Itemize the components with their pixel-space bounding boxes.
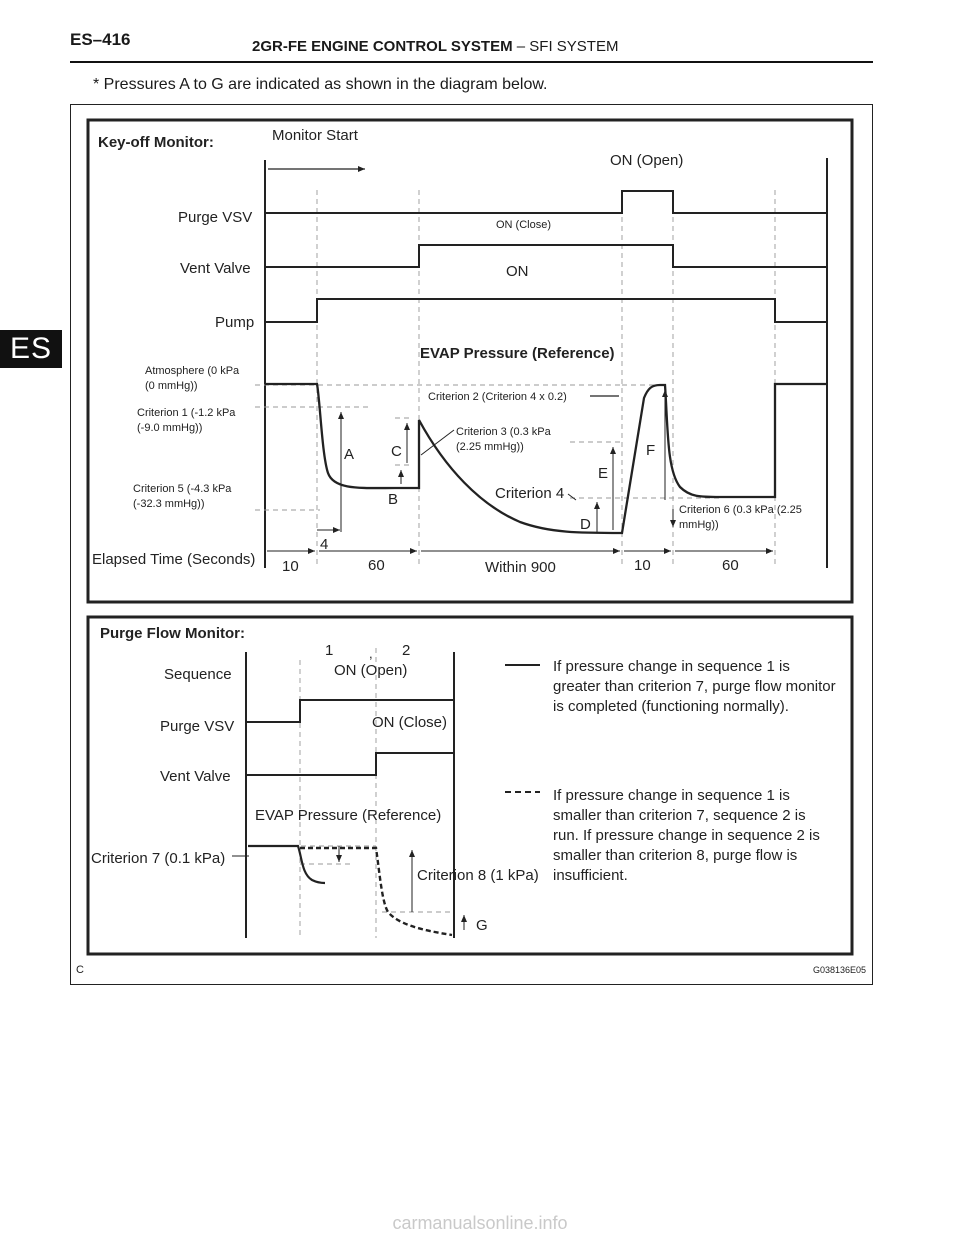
pressure-e-label: E — [598, 465, 609, 482]
legend-dashed-line3: run. If pressure change in sequence 2 is — [553, 827, 820, 844]
purge-flow-monitor-panel — [88, 617, 852, 954]
time-900-label: Within 900 — [485, 559, 556, 576]
criterion5-label-line2: (-32.3 mmHg)) — [133, 498, 205, 510]
criterion6-label-line1: Criterion 6 (0.3 kPa (2.25 — [679, 504, 802, 516]
sequence-separator: , — [369, 646, 373, 661]
criterion4-leader — [568, 494, 576, 500]
keyoff-monitor-panel — [88, 120, 852, 602]
section-title-separator: – — [512, 38, 530, 55]
time-60b-label: 60 — [722, 557, 739, 574]
pressure-b-label: B — [388, 491, 399, 508]
time-10a-label: 10 — [282, 558, 299, 575]
time-4-label: 4 — [320, 536, 329, 553]
keyoff-title: Key-off Monitor: — [98, 134, 214, 151]
section-tab: ES — [0, 330, 62, 368]
legend-solid-line3: is completed (functioning normally). — [553, 698, 789, 715]
criterion3-label-line1: Criterion 3 (0.3 kPa — [456, 426, 551, 438]
criterion8-label: Criterion 8 (1 kPa) — [417, 867, 539, 884]
criterion6-label-line2: mmHg)) — [679, 519, 719, 531]
watermark: carmanualsonline.info — [392, 1213, 568, 1233]
pressure-a-label: A — [344, 446, 355, 463]
sequence-1-label: 1 — [325, 642, 334, 659]
section-title-rest: SFI SYSTEM — [529, 38, 619, 55]
purge-pressure-curve-solid — [248, 846, 325, 883]
time-10b-label: 10 — [634, 557, 651, 574]
pump-signal — [265, 299, 827, 322]
pressure-c-label: C — [391, 443, 402, 460]
criterion2-label: Criterion 2 (Criterion 4 x 0.2) — [428, 391, 567, 403]
figure-mark: C — [76, 964, 84, 976]
on-label: ON — [506, 263, 529, 280]
monitor-start-label: Monitor Start — [272, 127, 358, 144]
legend-dashed-line2: smaller than criterion 7, sequence 2 is — [553, 807, 806, 824]
pump-label: Pump — [215, 314, 255, 331]
vent-valve-label-2: Vent Valve — [160, 768, 231, 785]
pressure-d-label: D — [580, 516, 591, 533]
legend-dashed-line5: insufficient. — [553, 867, 628, 884]
purge-grid-lines — [256, 648, 454, 938]
purge-vsv-signal — [265, 191, 827, 213]
sequence-2-label: 2 — [402, 642, 411, 659]
criterion1-label-line2: (-9.0 mmHg)) — [137, 422, 203, 434]
atmosphere-label-line1: Atmosphere (0 kPa — [145, 365, 240, 377]
purge-vsv-label: Purge VSV — [178, 209, 253, 226]
section-title-bold: 2GR-FE ENGINE CONTROL SYSTEM — [252, 38, 513, 55]
purge-evap-label: EVAP Pressure (Reference) — [255, 807, 442, 824]
purge-title: Purge Flow Monitor: — [100, 625, 245, 642]
atmosphere-label-line2: (0 mmHg)) — [145, 380, 198, 392]
legend-dashed-line4: smaller than criterion 8, purge flow is — [553, 847, 798, 864]
purge-on-close-label: ON (Close) — [372, 714, 448, 731]
on-close-label: ON (Close) — [496, 219, 552, 231]
pressure-f-label: F — [646, 442, 656, 459]
vent-valve-signal — [265, 245, 827, 267]
criterion5-label-line1: Criterion 5 (-4.3 kPa — [133, 483, 232, 495]
intro-note: * Pressures A to G are indicated as shown in the diagram below. — [93, 76, 548, 93]
legend-solid-line1: If pressure change in sequence 1 is — [553, 658, 790, 675]
criterion3-label-line2: (2.25 mmHg)) — [456, 441, 524, 453]
criterion4-label: Criterion 4 — [495, 485, 565, 502]
criterion1-label-line1: Criterion 1 (-1.2 kPa — [137, 407, 236, 419]
legend-solid-line2: greater than criterion 7, purge flow monitor — [553, 678, 836, 695]
page-number: ES–416 — [70, 30, 131, 49]
vent-valve-signal-2 — [246, 753, 454, 775]
pressure-g-label: G — [476, 917, 488, 934]
legend-solid-text — [553, 658, 840, 715]
sequence-label: Sequence — [164, 666, 232, 683]
purge-on-open-label: ON (Open) — [334, 662, 408, 679]
legend-dashed-text — [553, 787, 824, 884]
time-60a-label: 60 — [368, 557, 385, 574]
elapsed-time-label: Elapsed Time (Seconds) — [92, 551, 256, 568]
figure-code: G038136E05 — [812, 965, 866, 975]
evap-pressure-label: EVAP Pressure (Reference) — [420, 345, 615, 362]
vent-valve-label: Vent Valve — [180, 260, 251, 277]
purge-vsv-label-2: Purge VSV — [160, 718, 235, 735]
on-open-label: ON (Open) — [610, 152, 684, 169]
criterion7-label: Criterion 7 (0.1 kPa) — [91, 850, 226, 867]
legend-dashed-line1: If pressure change in sequence 1 is — [553, 787, 790, 804]
